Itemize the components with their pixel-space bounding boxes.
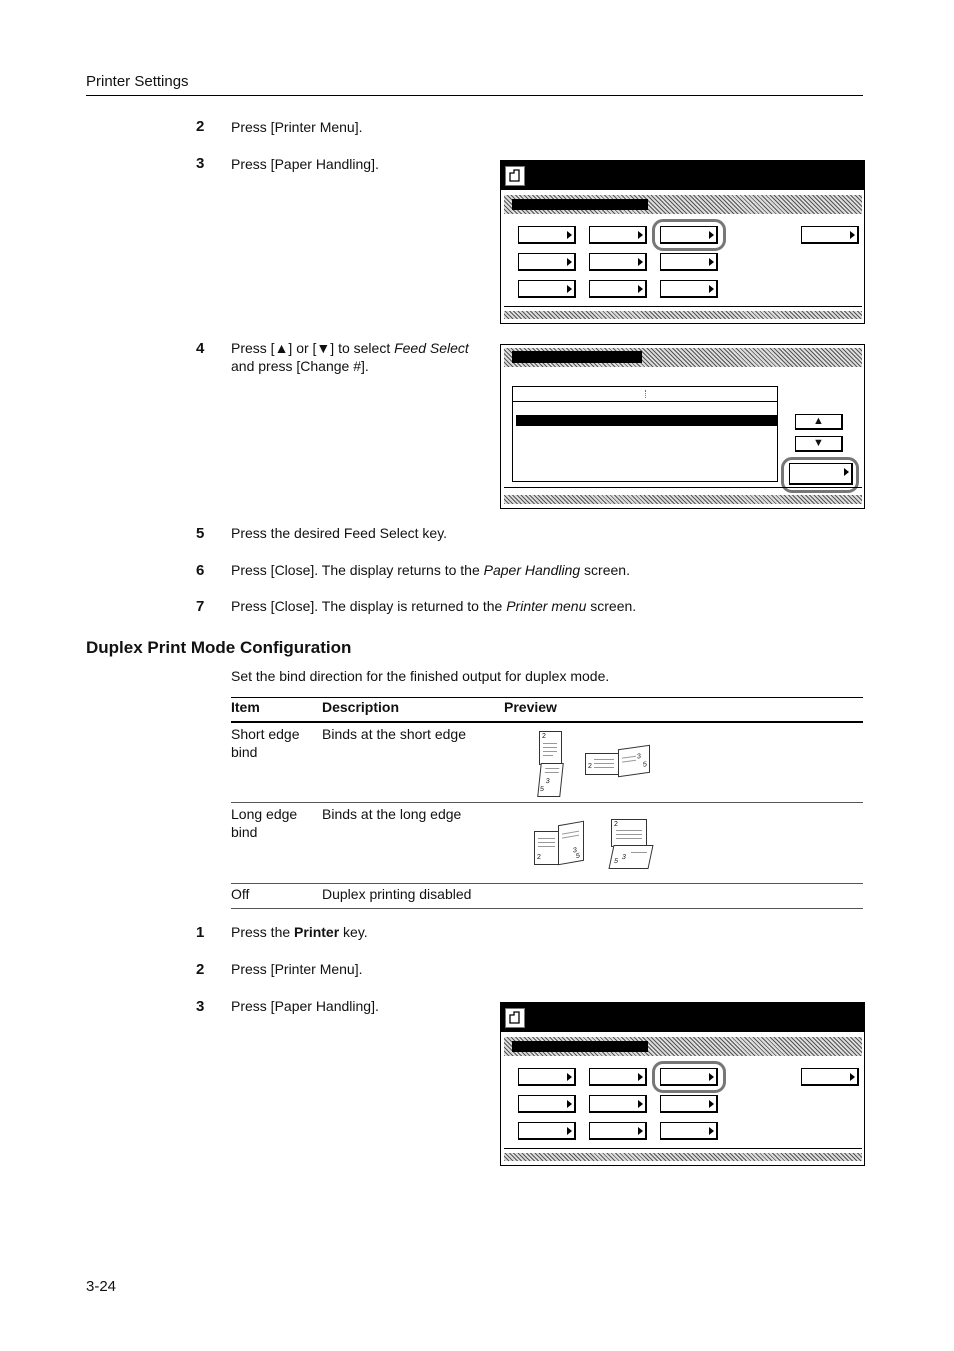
column-header-item: Item xyxy=(231,699,260,715)
page-label: 3 xyxy=(637,753,641,761)
step-number: 6 xyxy=(196,562,205,579)
emphasis: Feed Select xyxy=(394,340,469,356)
step-text xyxy=(231,923,368,941)
text: and press [Change #]. xyxy=(231,358,369,374)
page-label: 3 xyxy=(573,846,577,855)
menu-heading-label xyxy=(512,1041,648,1052)
table-cell-description: Binds at the long edge xyxy=(322,806,462,822)
text-line xyxy=(594,759,614,760)
list-header-rule xyxy=(513,401,777,402)
step-number: 5 xyxy=(196,525,205,542)
text: key. xyxy=(339,924,368,940)
page-label: 2 xyxy=(537,854,541,861)
step-text: Press the desired Feed Select key. xyxy=(231,525,448,541)
menu-button[interactable] xyxy=(518,253,576,271)
page-label: 5 xyxy=(643,761,647,769)
step-text xyxy=(231,597,636,615)
step-number: 2 xyxy=(196,118,205,135)
item-line: bind xyxy=(231,744,258,760)
up-arrow-icon: ▲ xyxy=(813,415,824,427)
text-line xyxy=(616,838,642,839)
menu-button[interactable] xyxy=(660,1122,718,1140)
printer-icon xyxy=(505,166,525,186)
menu-button[interactable] xyxy=(589,1122,647,1140)
menu-heading-label xyxy=(512,199,648,210)
text-line xyxy=(545,768,559,769)
selected-row-feed-select[interactable] xyxy=(516,415,778,426)
page-label: 5 xyxy=(539,786,545,793)
page-header: Printer Settings xyxy=(86,73,189,90)
text-line xyxy=(538,838,555,839)
table-top-rule xyxy=(231,697,863,698)
printer-icon xyxy=(505,1008,525,1028)
page-label: 3 xyxy=(545,778,551,785)
text-line xyxy=(622,760,636,763)
page-number: 3-24 xyxy=(86,1278,117,1295)
section-intro: Set the bind direction for the finished output for duplex mode. xyxy=(231,668,610,684)
bold-text: Printer xyxy=(294,924,340,940)
close-button[interactable] xyxy=(801,1068,859,1086)
close-button[interactable] xyxy=(801,226,859,244)
printer-menu-screen-1 xyxy=(500,160,865,324)
page-thumbnail xyxy=(608,845,653,869)
text-line xyxy=(562,835,579,839)
table-cell-description: Duplex printing disabled xyxy=(322,886,472,902)
page-thumbnail xyxy=(537,763,564,797)
text-line xyxy=(545,772,559,773)
step-number: 7 xyxy=(196,598,205,615)
text-line xyxy=(538,846,555,847)
menu-button[interactable] xyxy=(518,280,576,298)
step-number: 3 xyxy=(196,998,205,1015)
menu-button[interactable] xyxy=(589,280,647,298)
step-text: Press [Paper Handling]. xyxy=(231,156,379,172)
menu-button[interactable] xyxy=(660,280,718,298)
table-row-rule xyxy=(231,802,863,803)
screen-heading-label xyxy=(512,351,642,363)
step-text xyxy=(231,561,630,579)
text: Press [▲] or [▼] to select xyxy=(231,340,395,356)
column-divider xyxy=(645,390,647,398)
divider xyxy=(504,487,862,488)
table-bottom-rule xyxy=(231,908,863,909)
text-line xyxy=(594,767,614,768)
down-arrow-button[interactable] xyxy=(795,436,843,452)
text-line xyxy=(631,852,647,853)
status-bar xyxy=(504,1153,862,1161)
page-thumbnail xyxy=(534,831,560,865)
text: Press the xyxy=(231,924,295,940)
step-number: 2 xyxy=(196,961,205,978)
text-line xyxy=(543,751,557,752)
text-line xyxy=(616,834,642,835)
menu-button[interactable] xyxy=(589,1095,647,1113)
text-line xyxy=(543,743,557,744)
table-cell-item xyxy=(231,725,300,761)
text-line xyxy=(543,755,553,756)
table-row-rule xyxy=(231,883,863,884)
page-label: 2 xyxy=(588,763,592,770)
page-label: 3 xyxy=(621,854,627,861)
table-header-rule xyxy=(231,721,863,723)
menu-button[interactable] xyxy=(589,253,647,271)
page-thumbnail xyxy=(539,731,562,765)
emphasis: Printer menu xyxy=(506,598,587,614)
text-line xyxy=(594,763,614,764)
step-number: 1 xyxy=(196,924,205,941)
text: screen. xyxy=(580,562,630,578)
text: screen. xyxy=(586,598,637,614)
divider xyxy=(504,306,862,307)
menu-button[interactable] xyxy=(589,1068,647,1086)
text-line xyxy=(538,842,555,843)
screen-title-bar xyxy=(501,161,864,190)
table-cell-description: Binds at the short edge xyxy=(322,726,466,742)
page-thumbnail xyxy=(585,753,619,775)
page-thumbnail xyxy=(618,745,650,777)
up-arrow-button[interactable] xyxy=(795,414,843,430)
menu-button[interactable] xyxy=(518,1095,576,1113)
menu-button[interactable] xyxy=(660,253,718,271)
divider xyxy=(504,1148,862,1149)
highlight-circle xyxy=(652,219,726,251)
highlight-circle xyxy=(652,1061,726,1093)
screen-title-bar xyxy=(501,1003,864,1032)
printer-menu-screen-2 xyxy=(500,1002,865,1166)
paper-handling-screen xyxy=(500,344,865,509)
text: Press [Close]. The display is returned to the xyxy=(231,598,507,614)
step-text xyxy=(231,339,486,375)
page-label: 5 xyxy=(576,852,580,861)
status-bar xyxy=(504,311,862,319)
text: Press [Close]. The display returns to the xyxy=(231,562,484,578)
table-cell-item: Off xyxy=(231,886,250,902)
menu-button[interactable] xyxy=(589,226,647,244)
page-label: 2 xyxy=(542,733,546,740)
menu-button[interactable] xyxy=(518,226,576,244)
menu-button[interactable] xyxy=(518,1122,576,1140)
down-arrow-icon: ▼ xyxy=(813,437,824,449)
item-line: Long edge xyxy=(231,806,298,822)
settings-list[interactable] xyxy=(512,386,778,482)
table-cell-item xyxy=(231,805,297,841)
page-thumbnail xyxy=(611,819,647,847)
text-line xyxy=(543,747,557,748)
item-line: bind xyxy=(231,824,258,840)
step-text: Press [Paper Handling]. xyxy=(231,998,379,1014)
step-text: Press [Printer Menu]. xyxy=(231,119,363,135)
menu-button[interactable] xyxy=(518,1068,576,1086)
page-thumbnail xyxy=(558,821,584,866)
text-line xyxy=(622,756,636,759)
column-header-description: Description xyxy=(322,699,400,715)
step-number: 3 xyxy=(196,155,205,172)
page-label: 2 xyxy=(614,821,618,828)
emphasis: Paper Handling xyxy=(483,562,581,578)
step-text: Press [Printer Menu]. xyxy=(231,961,363,977)
section-title: Duplex Print Mode Configuration xyxy=(86,638,352,657)
menu-button[interactable] xyxy=(660,1095,718,1113)
page-label: 5 xyxy=(613,858,619,865)
header-rule xyxy=(86,95,863,96)
column-header-preview: Preview xyxy=(504,699,557,715)
status-bar xyxy=(504,495,862,504)
item-line: Short edge xyxy=(231,726,300,742)
step-number: 4 xyxy=(196,340,205,357)
text-line xyxy=(616,830,642,831)
